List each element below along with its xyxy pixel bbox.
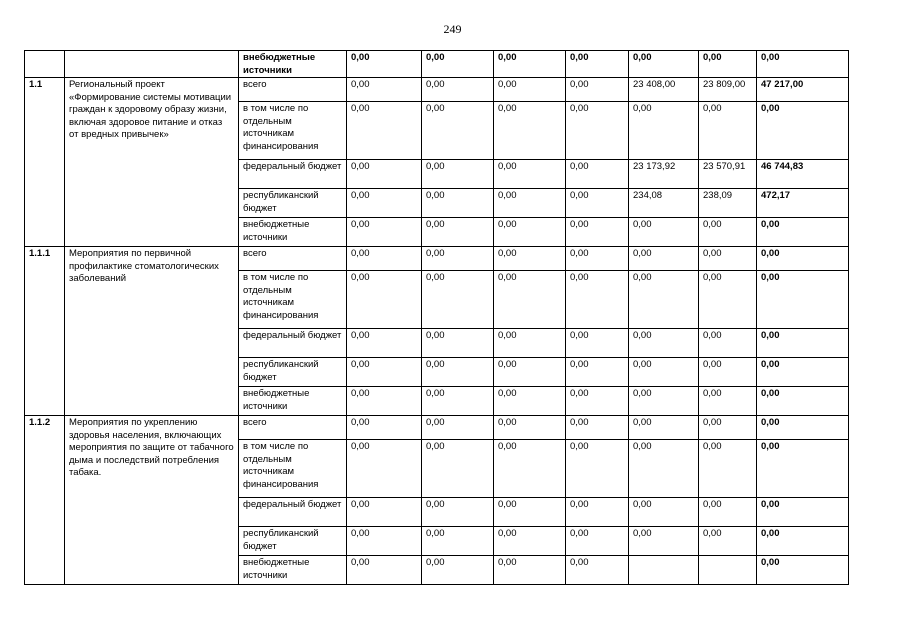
value-cell: 0,00 [699, 218, 757, 247]
value-cell: 0,00 [347, 51, 422, 78]
value-cell: 0,00 [347, 102, 422, 160]
funding-source-cell: всего [239, 416, 347, 440]
value-cell: 0,00 [422, 271, 494, 329]
value-cell: 0,00 [347, 556, 422, 585]
value-cell: 0,00 [347, 247, 422, 271]
value-cell: 0,00 [494, 358, 566, 387]
value-cell: 0,00 [566, 358, 629, 387]
funding-source-cell: внебюджетные источники [239, 51, 347, 78]
value-cell: 0,00 [422, 160, 494, 189]
total-value-cell: 0,00 [757, 51, 849, 78]
value-cell: 0,00 [347, 271, 422, 329]
value-cell: 0,00 [629, 387, 699, 416]
total-value-cell: 0,00 [757, 329, 849, 358]
value-cell: 0,00 [347, 358, 422, 387]
value-cell: 0,00 [494, 102, 566, 160]
total-value-cell: 0,00 [757, 247, 849, 271]
value-cell: 0,00 [347, 218, 422, 247]
value-cell: 0,00 [494, 498, 566, 527]
item-name-cell [65, 51, 239, 78]
value-cell: 0,00 [347, 440, 422, 498]
value-cell: 0,00 [629, 247, 699, 271]
item-number-cell [25, 51, 65, 78]
value-cell: 0,00 [699, 527, 757, 556]
value-cell: 0,00 [699, 416, 757, 440]
value-cell: 0,00 [422, 329, 494, 358]
value-cell: 0,00 [699, 440, 757, 498]
value-cell: 0,00 [494, 527, 566, 556]
value-cell: 0,00 [422, 440, 494, 498]
table-row [25, 247, 849, 271]
value-cell: 0,00 [699, 358, 757, 387]
value-cell: 0,00 [494, 51, 566, 78]
value-cell: 0,00 [347, 387, 422, 416]
value-cell: 0,00 [494, 78, 566, 102]
item-name-cell: Региональный проект «Формирование системы мотивации граждан к здоровому образу жизни, включая здоровое питание и отказ от вредных привычек» [65, 78, 239, 247]
value-cell: 0,00 [566, 387, 629, 416]
value-cell: 0,00 [422, 78, 494, 102]
value-cell: 0,00 [629, 440, 699, 498]
funding-source-cell: республиканский бюджет [239, 358, 347, 387]
value-cell: 0,00 [347, 416, 422, 440]
value-cell: 23 173,92 [629, 160, 699, 189]
value-cell: 0,00 [566, 527, 629, 556]
total-value-cell: 0,00 [757, 102, 849, 160]
value-cell: 0,00 [566, 218, 629, 247]
item-name-cell: Мероприятия по первичной профилактике стоматологических заболеваний [65, 247, 239, 416]
value-cell: 0,00 [699, 387, 757, 416]
value-cell: 0,00 [422, 51, 494, 78]
value-cell: 0,00 [629, 102, 699, 160]
value-cell: 0,00 [629, 329, 699, 358]
value-cell: 0,00 [699, 51, 757, 78]
value-cell: 0,00 [566, 51, 629, 78]
value-cell: 0,00 [494, 387, 566, 416]
value-cell: 0,00 [347, 160, 422, 189]
funding-source-cell: федеральный бюджет [239, 160, 347, 189]
value-cell: 0,00 [566, 556, 629, 585]
budget-table-body [25, 51, 849, 585]
value-cell: 0,00 [566, 78, 629, 102]
table-row [25, 416, 849, 440]
funding-source-cell: республиканский бюджет [239, 189, 347, 218]
value-cell [629, 556, 699, 585]
value-cell: 0,00 [699, 329, 757, 358]
value-cell: 0,00 [494, 247, 566, 271]
total-value-cell: 0,00 [757, 440, 849, 498]
value-cell: 0,00 [629, 358, 699, 387]
total-value-cell: 472,17 [757, 189, 849, 218]
value-cell: 0,00 [494, 416, 566, 440]
value-cell: 0,00 [629, 51, 699, 78]
total-value-cell: 0,00 [757, 416, 849, 440]
value-cell: 0,00 [494, 556, 566, 585]
value-cell: 0,00 [566, 498, 629, 527]
value-cell: 0,00 [422, 218, 494, 247]
value-cell: 0,00 [494, 218, 566, 247]
table-row [25, 51, 849, 78]
funding-source-cell: всего [239, 78, 347, 102]
value-cell: 0,00 [566, 102, 629, 160]
value-cell: 0,00 [566, 440, 629, 498]
value-cell: 0,00 [566, 329, 629, 358]
value-cell: 0,00 [629, 498, 699, 527]
funding-source-cell: федеральный бюджет [239, 329, 347, 358]
value-cell: 0,00 [629, 416, 699, 440]
value-cell: 0,00 [494, 329, 566, 358]
table-row [25, 78, 849, 102]
total-value-cell: 0,00 [757, 218, 849, 247]
value-cell: 238,09 [699, 189, 757, 218]
value-cell: 0,00 [422, 527, 494, 556]
total-value-cell: 0,00 [757, 556, 849, 585]
total-value-cell: 46 744,83 [757, 160, 849, 189]
total-value-cell: 47 217,00 [757, 78, 849, 102]
item-number-cell: 1.1.1 [25, 247, 65, 416]
value-cell: 0,00 [347, 527, 422, 556]
value-cell: 234,08 [629, 189, 699, 218]
budget-table [24, 50, 849, 585]
funding-source-cell: внебюджетные источники [239, 387, 347, 416]
value-cell: 0,00 [699, 271, 757, 329]
funding-source-cell: внебюджетные источники [239, 556, 347, 585]
total-value-cell: 0,00 [757, 271, 849, 329]
value-cell [699, 556, 757, 585]
value-cell: 0,00 [422, 189, 494, 218]
value-cell: 0,00 [422, 102, 494, 160]
value-cell: 0,00 [494, 271, 566, 329]
value-cell: 0,00 [494, 440, 566, 498]
funding-source-cell: федеральный бюджет [239, 498, 347, 527]
value-cell: 0,00 [347, 498, 422, 527]
value-cell: 0,00 [422, 387, 494, 416]
value-cell: 0,00 [494, 189, 566, 218]
value-cell: 0,00 [566, 416, 629, 440]
value-cell: 0,00 [347, 78, 422, 102]
value-cell: 0,00 [422, 358, 494, 387]
funding-source-cell: республиканский бюджет [239, 527, 347, 556]
value-cell: 23 809,00 [699, 78, 757, 102]
total-value-cell: 0,00 [757, 498, 849, 527]
item-number-cell: 1.1.2 [25, 416, 65, 585]
value-cell: 0,00 [422, 247, 494, 271]
funding-source-cell: всего [239, 247, 347, 271]
value-cell: 0,00 [629, 527, 699, 556]
value-cell: 0,00 [699, 102, 757, 160]
value-cell: 0,00 [629, 218, 699, 247]
value-cell: 0,00 [699, 498, 757, 527]
value-cell: 0,00 [422, 416, 494, 440]
value-cell: 0,00 [566, 189, 629, 218]
value-cell: 23 570,91 [699, 160, 757, 189]
funding-source-cell: в том числе по отдельным источникам финансирования [239, 102, 347, 160]
value-cell: 0,00 [347, 189, 422, 218]
value-cell: 0,00 [566, 247, 629, 271]
total-value-cell: 0,00 [757, 387, 849, 416]
value-cell: 0,00 [566, 160, 629, 189]
value-cell: 23 408,00 [629, 78, 699, 102]
funding-source-cell: в том числе по отдельным источникам финансирования [239, 271, 347, 329]
value-cell: 0,00 [566, 271, 629, 329]
value-cell: 0,00 [422, 498, 494, 527]
value-cell: 0,00 [629, 271, 699, 329]
page-number: 249 [443, 22, 462, 36]
value-cell: 0,00 [494, 160, 566, 189]
funding-source-cell: в том числе по отдельным источникам финансирования [239, 440, 347, 498]
item-name-cell: Мероприятия по укреплению здоровья населения, включающих мероприятия по защите от табачного дыма и последствий потребления табака. [65, 416, 239, 585]
funding-source-cell: внебюджетные источники [239, 218, 347, 247]
total-value-cell: 0,00 [757, 358, 849, 387]
value-cell: 0,00 [422, 556, 494, 585]
value-cell: 0,00 [347, 329, 422, 358]
value-cell: 0,00 [699, 247, 757, 271]
item-number-cell: 1.1 [25, 78, 65, 247]
total-value-cell: 0,00 [757, 527, 849, 556]
